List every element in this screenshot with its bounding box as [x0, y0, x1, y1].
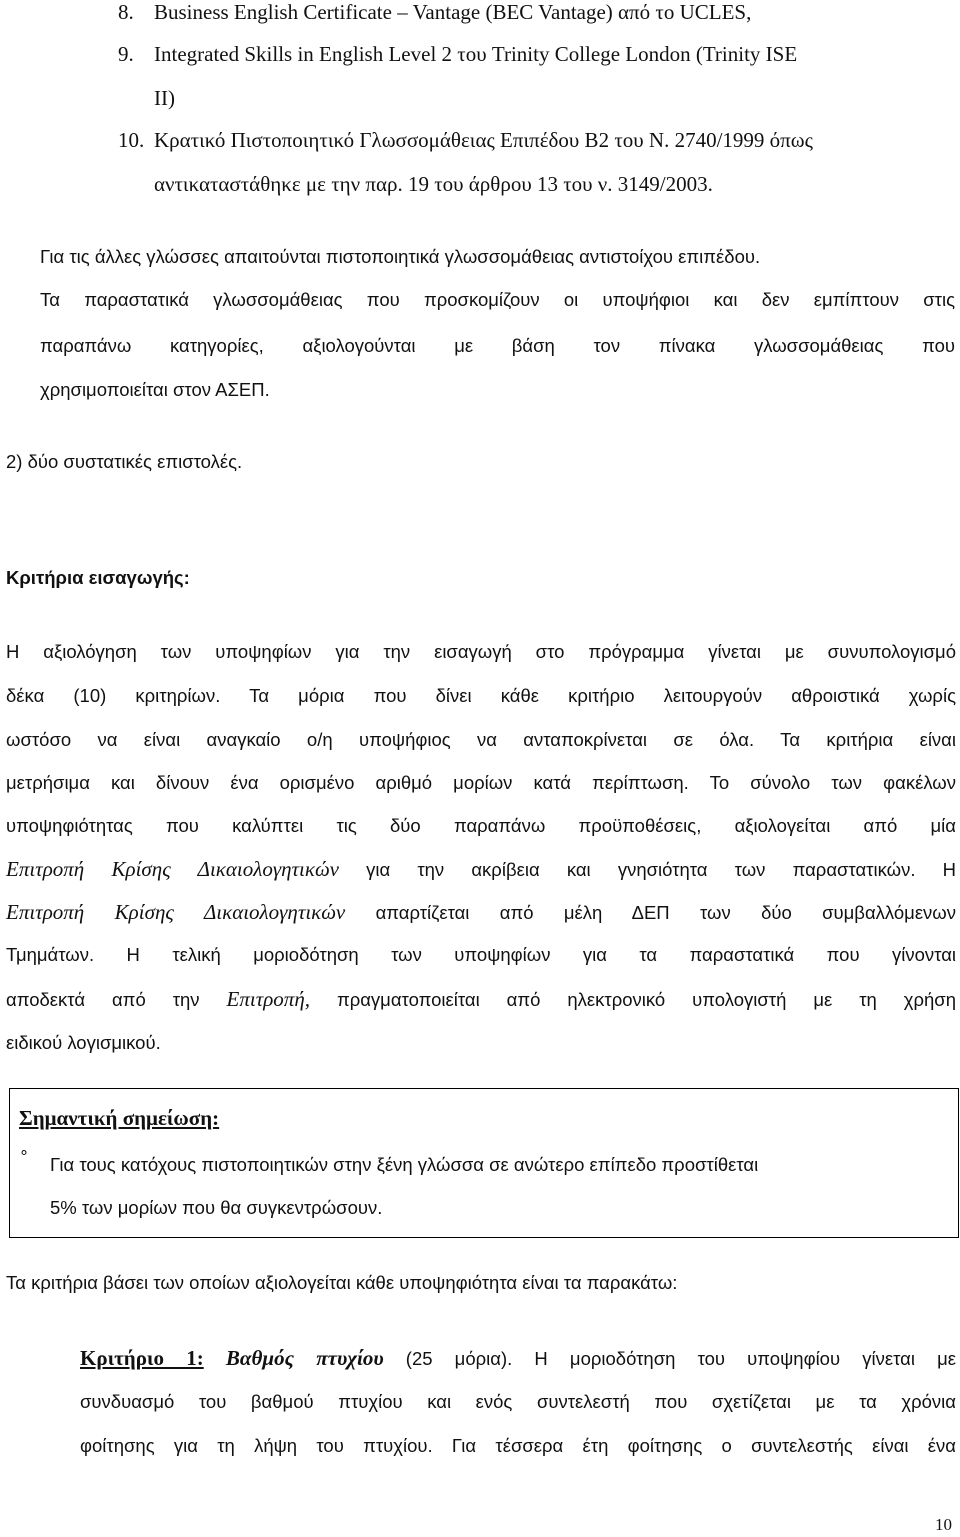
list-item: [118, 41, 797, 67]
item-recommendation-letters: 2) δύο συστατικές επιστολές.: [6, 451, 243, 472]
criterion-1-line: φοίτησης για τη λήψη του πτυχίου. Για τέσσερα έτη φοίτησης ο συντελεστής είναι ένα: [80, 1435, 956, 1456]
criterion-1-line: συνδυασμό του βαθμού πτυχίου και ενός συντελεστή που σχετίζεται με τα χρόνια: [80, 1391, 956, 1412]
note-title: Σημαντική σημείωση:: [19, 1106, 220, 1130]
paragraph-certificates-line: Τα παραστατικά γλωσσομάθειας που προσκομίζουν οι υποψήφιοι και δεν εμπίπτουν στις: [40, 289, 955, 310]
paragraph-evaluation-text: πραγματοποιείται από ηλεκτρονικό υπολογιστή με τη χρήση: [309, 989, 956, 1010]
list-item: [118, 127, 813, 153]
paragraph-evaluation-line: ωστόσο να είναι αναγκαίο ο/η υποψήφιος να ανταποκρίνεται σε όλα. Τα κριτήρια είναι: [6, 729, 956, 750]
criterion-text: (25 μόρια). Η μοριοδότηση του υποψηφίου γίνεται με: [383, 1348, 957, 1369]
note-bullet: °: [20, 1147, 28, 1166]
list-number: 8.: [118, 0, 134, 24]
paragraph-evaluation-line: δέκα (10) κριτηρίων. Τα μόρια που δίνει κάθε κριτήριο λειτουργούν αθροιστικά χωρίς: [6, 685, 956, 706]
list-number: 9.: [118, 42, 134, 66]
note-text-line: 5% των μορίων που θα συγκεντρώσουν.: [50, 1197, 383, 1218]
paragraph-other-languages: Για τις άλλες γλώσσες απαιτούνται πιστοποιητικά γλωσσομάθειας αντιστοίχου επιπέδου.: [40, 246, 761, 267]
note-text-line: Για τους κατόχους πιστοποιητικών στην ξένη γλώσσα σε ανώτερο επίπεδο προστίθεται: [50, 1154, 759, 1175]
list-text: II): [154, 86, 175, 110]
paragraph-evaluation-line: μετρήσιμα και δίνουν ένα ορισμένο αριθμό μορίων κατά περίπτωση. Το σύνολο των φακέλων: [6, 772, 956, 793]
list-text: Κρατικό Πιστοποιητικό Γλωσσομάθειας Επιπέδου Β2 του Ν. 2740/1999 όπως: [154, 128, 813, 152]
paragraph-evaluation-text: απαρτίζεται από μέλη ΔΕΠ των δύο συμβαλλόμενων: [345, 902, 957, 923]
paragraph-evaluation-line: ειδικού λογισμικού.: [6, 1032, 161, 1053]
paragraph-evaluation-text: αποδεκτά από την: [6, 989, 227, 1010]
committee-italic: Επιτροπή,: [226, 987, 310, 1011]
criterion-1-line: [80, 1345, 956, 1372]
list-item-continuation: [154, 171, 713, 197]
paragraph-evaluation-text: για την ακρίβεια και γνησιότητα των παραστατικών. Η: [338, 859, 956, 880]
paragraph-evaluation-line: [6, 986, 956, 1013]
paragraph-evaluation-line: [6, 899, 956, 926]
criteria-intro: Τα κριτήρια βάσει των οποίων αξιολογείται κάθε υποψηφιότητα είναι τα παρακάτω:: [6, 1272, 678, 1293]
list-item: [118, 0, 751, 25]
list-text: Integrated Skills in English Level 2 του Trinity College London (Trinity ISE: [154, 42, 798, 66]
committee-name-italic: Επιτροπή Κρίσης Δικαιολογητικών: [6, 857, 339, 881]
paragraph-certificates-line: παραπάνω κατηγορίες, αξιολογούνται με βάση τον πίνακα γλωσσομάθειας που: [40, 335, 955, 356]
criterion-name: Βαθμός πτυχίου: [225, 1346, 384, 1370]
list-text: Business English Certificate – Vantage (BEC Vantage) από το UCLES,: [154, 0, 752, 24]
paragraph-evaluation-line: Η αξιολόγηση των υποψηφίων για την εισαγωγή στο πρόγραμμα γίνεται με συνυπολογισμό: [6, 641, 956, 662]
page-number: 10: [935, 1515, 952, 1534]
committee-name-italic: Επιτροπή Κρίσης Δικαιολογητικών: [6, 900, 346, 924]
paragraph-certificates-line: χρησιμοποιείται στον ΑΣΕΠ.: [40, 379, 270, 400]
list-text: αντικαταστάθηκε με την παρ. 19 του άρθρου 13 του ν. 3149/2003.: [154, 172, 713, 196]
paragraph-evaluation-line: Τμημάτων. Η τελική μοριοδότηση των υποψηφίων για τα παραστατικά που γίνονται: [6, 944, 956, 965]
criterion-label: Κριτήριο 1:: [80, 1346, 204, 1370]
list-number: 10.: [118, 128, 145, 152]
paragraph-evaluation-line: υποψηφιότητας που καλύπτει τις δύο παραπάνω προϋποθέσεις, αξιολογείται από μία: [6, 815, 956, 836]
list-item-continuation: [154, 85, 175, 111]
paragraph-evaluation-line: [6, 856, 956, 883]
section-heading-criteria: Κριτήρια εισαγωγής:: [6, 567, 190, 588]
